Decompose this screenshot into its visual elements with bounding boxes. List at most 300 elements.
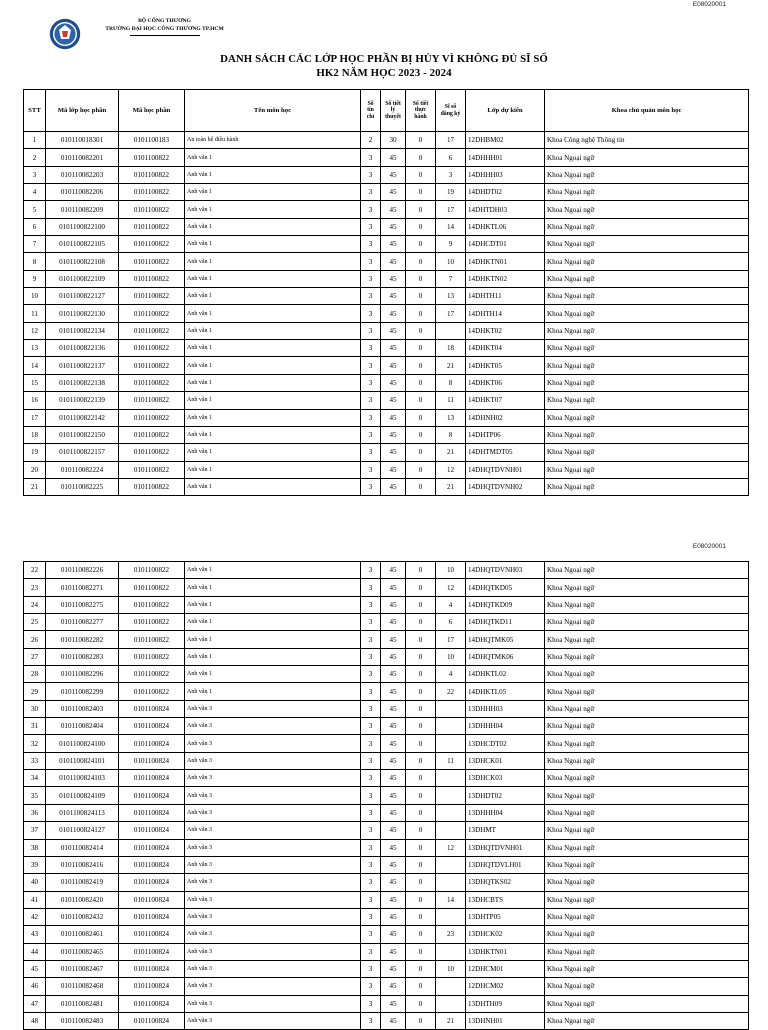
cell-theory-periods: 45 <box>381 735 406 752</box>
cell-course-code: 0101100824 <box>119 752 185 769</box>
cell-faculty: Khoa Ngoại ngữ <box>545 357 749 374</box>
cell-course-code: 0101100822 <box>119 340 185 357</box>
cell-stt: 24 <box>24 596 46 613</box>
cell-practice-periods: 0 <box>406 270 436 287</box>
cell-credits: 3 <box>361 804 381 821</box>
cell-stt: 12 <box>24 322 46 339</box>
cell-stt: 10 <box>24 288 46 305</box>
cell-planned-class: 13DHTH09 <box>466 995 545 1012</box>
cell-class-code: 010110082420 <box>46 891 119 908</box>
cell-course-code: 0101100822 <box>119 392 185 409</box>
cell-course-name: Anh văn 3 <box>185 752 361 769</box>
cell-theory-periods: 45 <box>381 322 406 339</box>
cell-course-code: 0101100824 <box>119 995 185 1012</box>
cell-stt: 44 <box>24 943 46 960</box>
cell-credits: 3 <box>361 253 381 270</box>
cell-course-code: 0101100824 <box>119 908 185 925</box>
cell-practice-periods: 0 <box>406 718 436 735</box>
table-row <box>24 822 749 839</box>
cell-stt: 15 <box>24 374 46 391</box>
cell-planned-class: 14DHKT05 <box>466 357 545 374</box>
document-code: E08020001 <box>692 1 726 8</box>
cell-stt: 36 <box>24 804 46 821</box>
cell-enrollment: 11 <box>436 392 466 409</box>
cell-class-code: 010110082224 <box>46 461 119 478</box>
table-row <box>24 631 749 648</box>
table-row <box>24 995 749 1012</box>
cell-theory-periods: 45 <box>381 891 406 908</box>
cell-theory-periods: 30 <box>381 132 406 149</box>
cell-faculty: Khoa Ngoại ngữ <box>545 683 749 700</box>
table-row <box>24 218 749 235</box>
cell-course-name: Anh văn 3 <box>185 1012 361 1029</box>
col-course-code: Mã học phần <box>119 90 185 132</box>
cell-practice-periods: 0 <box>406 166 436 183</box>
table-row <box>24 926 749 943</box>
table-row <box>24 978 749 995</box>
table-row <box>24 752 749 769</box>
cell-practice-periods: 0 <box>406 579 436 596</box>
cell-practice-periods: 0 <box>406 1012 436 1029</box>
table-body-page-2 <box>24 562 749 1030</box>
cell-planned-class: 14DHKT06 <box>466 374 545 391</box>
cell-credits: 3 <box>361 874 381 891</box>
cell-faculty: Khoa Ngoại ngữ <box>545 804 749 821</box>
university-logo-icon <box>49 18 81 50</box>
cell-practice-periods: 0 <box>406 683 436 700</box>
cell-stt: 21 <box>24 478 46 495</box>
cell-course-code: 0101100822 <box>119 579 185 596</box>
cell-stt: 22 <box>24 562 46 579</box>
cell-planned-class: 14DHKTN01 <box>466 253 545 270</box>
cell-course-code: 0101100822 <box>119 461 185 478</box>
col-theory-periods: Số tiết lý thuyết <box>381 90 406 132</box>
cell-planned-class: 14DHQTKD09 <box>466 596 545 613</box>
cell-planned-class: 14DHKTL05 <box>466 683 545 700</box>
cell-faculty: Khoa Ngoại ngữ <box>545 908 749 925</box>
cell-enrollment <box>436 908 466 925</box>
cell-faculty: Khoa Ngoại ngữ <box>545 253 749 270</box>
cell-planned-class: 13DHHH04 <box>466 718 545 735</box>
cell-course-name: Anh văn 3 <box>185 770 361 787</box>
cell-course-code: 0101100824 <box>119 856 185 873</box>
cell-stt: 43 <box>24 926 46 943</box>
table-row <box>24 874 749 891</box>
cell-practice-periods: 0 <box>406 891 436 908</box>
cell-credits: 3 <box>361 700 381 717</box>
col-faculty: Khoa chủ quản môn học <box>545 90 749 132</box>
cell-course-code: 0101100824 <box>119 804 185 821</box>
cell-course-code: 0101100822 <box>119 149 185 166</box>
cell-planned-class: 14DHQTKD05 <box>466 579 545 596</box>
cell-practice-periods: 0 <box>406 908 436 925</box>
cell-theory-periods: 45 <box>381 478 406 495</box>
cell-faculty: Khoa Ngoại ngữ <box>545 322 749 339</box>
cell-practice-periods: 0 <box>406 666 436 683</box>
cell-course-code: 0101100824 <box>119 926 185 943</box>
cell-planned-class: 14DHHH03 <box>466 166 545 183</box>
cell-course-name: Anh văn 1 <box>185 392 361 409</box>
cell-course-code: 0101100824 <box>119 960 185 977</box>
cell-enrollment: 9 <box>436 236 466 253</box>
cell-class-code: 010110082416 <box>46 856 119 873</box>
table-row <box>24 201 749 218</box>
cell-course-name: Anh văn 1 <box>185 478 361 495</box>
cell-class-code: 0101100822137 <box>46 357 119 374</box>
table-row <box>24 392 749 409</box>
table-row <box>24 357 749 374</box>
cell-theory-periods: 45 <box>381 218 406 235</box>
table-row <box>24 683 749 700</box>
cell-planned-class: 13DHHH04 <box>466 804 545 821</box>
cell-enrollment: 6 <box>436 149 466 166</box>
cell-credits: 3 <box>361 1012 381 1029</box>
cell-theory-periods: 45 <box>381 461 406 478</box>
cell-stt: 42 <box>24 908 46 925</box>
cell-practice-periods: 0 <box>406 340 436 357</box>
header-underline <box>130 35 200 36</box>
cell-class-code: 010110082467 <box>46 960 119 977</box>
cell-enrollment: 6 <box>436 614 466 631</box>
cell-course-name: Anh văn 1 <box>185 166 361 183</box>
cell-course-name: Anh văn 1 <box>185 631 361 648</box>
cell-theory-periods: 45 <box>381 718 406 735</box>
cell-enrollment: 14 <box>436 218 466 235</box>
cell-faculty: Khoa Ngoại ngữ <box>545 201 749 218</box>
cell-class-code: 0101100822108 <box>46 253 119 270</box>
cell-theory-periods: 45 <box>381 856 406 873</box>
cell-course-name: Anh văn 3 <box>185 804 361 821</box>
cell-course-name: Anh văn 3 <box>185 856 361 873</box>
cell-class-code: 010110082206 <box>46 184 119 201</box>
cell-course-name: Anh văn 1 <box>185 444 361 461</box>
cell-stt: 27 <box>24 648 46 665</box>
cell-enrollment: 17 <box>436 631 466 648</box>
cell-credits: 3 <box>361 444 381 461</box>
cell-faculty: Khoa Ngoại ngữ <box>545 787 749 804</box>
cell-planned-class: 14DHQTDVNH01 <box>466 461 545 478</box>
table-row <box>24 891 749 908</box>
cell-credits: 3 <box>361 579 381 596</box>
cell-course-name: Anh văn 1 <box>185 270 361 287</box>
cell-practice-periods: 0 <box>406 839 436 856</box>
cell-theory-periods: 45 <box>381 683 406 700</box>
cell-planned-class: 13DHQTDVLH01 <box>466 856 545 873</box>
cell-faculty: Khoa Ngoại ngữ <box>545 666 749 683</box>
cell-faculty: Khoa Ngoại ngữ <box>545 305 749 322</box>
cell-faculty: Khoa Ngoại ngữ <box>545 839 749 856</box>
cell-course-name: Anh văn 1 <box>185 357 361 374</box>
cell-practice-periods: 0 <box>406 856 436 873</box>
cell-planned-class: 14DHTH11 <box>466 288 545 305</box>
cell-theory-periods: 45 <box>381 804 406 821</box>
cell-class-code: 0101100824113 <box>46 804 119 821</box>
cell-theory-periods: 45 <box>381 288 406 305</box>
cell-credits: 3 <box>361 839 381 856</box>
table-row <box>24 461 749 478</box>
cell-course-name: Anh văn 1 <box>185 305 361 322</box>
cell-planned-class: 13DHCK02 <box>466 926 545 943</box>
cell-course-code: 0101100822 <box>119 648 185 665</box>
cell-class-code: 010110082465 <box>46 943 119 960</box>
cell-planned-class: 13DHCBTS <box>466 891 545 908</box>
cell-stt: 25 <box>24 614 46 631</box>
cell-theory-periods: 45 <box>381 236 406 253</box>
cell-practice-periods: 0 <box>406 409 436 426</box>
cell-practice-periods: 0 <box>406 978 436 995</box>
cell-stt: 3 <box>24 166 46 183</box>
cell-faculty: Khoa Ngoại ngữ <box>545 340 749 357</box>
col-class-code: Mã lớp học phần <box>46 90 119 132</box>
col-enrollment: Sĩ số đăng ký <box>436 90 466 132</box>
cell-stt: 19 <box>24 444 46 461</box>
table-row <box>24 1012 749 1029</box>
cell-stt: 46 <box>24 978 46 995</box>
cell-enrollment: 10 <box>436 648 466 665</box>
cell-class-code: 0101100822150 <box>46 426 119 443</box>
cell-stt: 4 <box>24 184 46 201</box>
cell-theory-periods: 45 <box>381 960 406 977</box>
cell-theory-periods: 45 <box>381 305 406 322</box>
cell-stt: 30 <box>24 700 46 717</box>
cell-planned-class: 13DHQTDVNH01 <box>466 839 545 856</box>
table-row <box>24 787 749 804</box>
cell-planned-class: 13DHHH03 <box>466 700 545 717</box>
cell-practice-periods: 0 <box>406 236 436 253</box>
cell-faculty: Khoa Ngoại ngữ <box>545 995 749 1012</box>
cell-class-code: 010110082481 <box>46 995 119 1012</box>
cell-class-code: 010110082403 <box>46 700 119 717</box>
cell-theory-periods: 45 <box>381 270 406 287</box>
cell-stt: 32 <box>24 735 46 752</box>
cell-enrollment: 17 <box>436 201 466 218</box>
cell-theory-periods: 45 <box>381 700 406 717</box>
cell-planned-class: 12DHCM01 <box>466 960 545 977</box>
cell-credits: 3 <box>361 822 381 839</box>
cell-theory-periods: 45 <box>381 926 406 943</box>
cell-enrollment: 10 <box>436 960 466 977</box>
cell-course-code: 0101100822 <box>119 357 185 374</box>
cell-course-code: 0101100824 <box>119 700 185 717</box>
cell-faculty: Khoa Ngoại ngữ <box>545 752 749 769</box>
cell-practice-periods: 0 <box>406 648 436 665</box>
cell-theory-periods: 45 <box>381 166 406 183</box>
cell-class-code: 0101100822139 <box>46 392 119 409</box>
cell-class-code: 010110082283 <box>46 648 119 665</box>
cell-enrollment: 4 <box>436 666 466 683</box>
cell-course-code: 0101100822 <box>119 683 185 700</box>
cell-stt: 41 <box>24 891 46 908</box>
cell-practice-periods: 0 <box>406 926 436 943</box>
table-row <box>24 943 749 960</box>
cell-course-name: Anh văn 3 <box>185 718 361 735</box>
cell-theory-periods: 45 <box>381 357 406 374</box>
cell-planned-class: 14DHKT07 <box>466 392 545 409</box>
cell-class-code: 0101100822134 <box>46 322 119 339</box>
cell-practice-periods: 0 <box>406 960 436 977</box>
cell-planned-class: 13DHCK01 <box>466 752 545 769</box>
cell-enrollment: 14 <box>436 891 466 908</box>
cell-faculty: Khoa Ngoại ngữ <box>545 1012 749 1029</box>
cell-credits: 3 <box>361 631 381 648</box>
cell-course-code: 0101100822 <box>119 305 185 322</box>
cell-planned-class: 13DHCDT02 <box>466 735 545 752</box>
cell-credits: 3 <box>361 614 381 631</box>
cell-faculty: Khoa Ngoại ngữ <box>545 461 749 478</box>
cell-credits: 3 <box>361 392 381 409</box>
cell-course-name: Anh văn 1 <box>185 614 361 631</box>
cell-practice-periods: 0 <box>406 735 436 752</box>
cell-planned-class: 14DHNH02 <box>466 409 545 426</box>
cell-planned-class: 13DHKTN01 <box>466 943 545 960</box>
issuing-organization <box>92 18 237 36</box>
cell-credits: 3 <box>361 236 381 253</box>
cell-class-code: 010110082277 <box>46 614 119 631</box>
cell-faculty: Khoa Ngoại ngữ <box>545 392 749 409</box>
cell-credits: 3 <box>361 166 381 183</box>
cell-enrollment: 19 <box>436 184 466 201</box>
cell-faculty: Khoa Ngoại ngữ <box>545 596 749 613</box>
cell-class-code: 010110082432 <box>46 908 119 925</box>
cell-course-name: Anh văn 1 <box>185 666 361 683</box>
cell-course-code: 0101100824 <box>119 735 185 752</box>
cell-class-code: 010110082275 <box>46 596 119 613</box>
cell-enrollment: 22 <box>436 683 466 700</box>
cell-theory-periods: 45 <box>381 444 406 461</box>
cell-theory-periods: 45 <box>381 392 406 409</box>
table-row <box>24 579 749 596</box>
cell-practice-periods: 0 <box>406 787 436 804</box>
cell-practice-periods: 0 <box>406 822 436 839</box>
cell-course-code: 0101100822 <box>119 614 185 631</box>
cell-class-code: 0101100822157 <box>46 444 119 461</box>
cell-course-code: 0101100822 <box>119 562 185 579</box>
cell-course-name: Anh văn 1 <box>185 149 361 166</box>
cell-faculty: Khoa Ngoại ngữ <box>545 770 749 787</box>
cell-faculty: Khoa Ngoại ngữ <box>545 562 749 579</box>
cell-class-code: 0101100822100 <box>46 218 119 235</box>
cell-class-code: 010110082483 <box>46 1012 119 1029</box>
cell-faculty: Khoa Ngoại ngữ <box>545 856 749 873</box>
cell-class-code: 0101100822109 <box>46 270 119 287</box>
cell-practice-periods: 0 <box>406 288 436 305</box>
cell-stt: 23 <box>24 579 46 596</box>
cell-faculty: Khoa Ngoại ngữ <box>545 409 749 426</box>
cell-course-name: Anh văn 1 <box>185 322 361 339</box>
cell-faculty: Khoa Ngoại ngữ <box>545 891 749 908</box>
cell-class-code: 010110082226 <box>46 562 119 579</box>
cell-class-code: 0101100824103 <box>46 770 119 787</box>
cell-theory-periods: 45 <box>381 579 406 596</box>
cell-class-code: 010110082404 <box>46 718 119 735</box>
cell-practice-periods: 0 <box>406 184 436 201</box>
cell-course-code: 0101100824 <box>119 1012 185 1029</box>
cell-course-name: Anh văn 3 <box>185 960 361 977</box>
cell-enrollment <box>436 995 466 1012</box>
cell-theory-periods: 45 <box>381 839 406 856</box>
cell-practice-periods: 0 <box>406 596 436 613</box>
cell-credits: 3 <box>361 943 381 960</box>
cell-class-code: 010110082271 <box>46 579 119 596</box>
cell-course-code: 0101100822 <box>119 478 185 495</box>
cell-theory-periods: 45 <box>381 631 406 648</box>
table-row <box>24 614 749 631</box>
cell-course-name: Anh văn 3 <box>185 926 361 943</box>
cell-enrollment: 11 <box>436 752 466 769</box>
cell-enrollment: 10 <box>436 253 466 270</box>
cell-class-code: 010110082419 <box>46 874 119 891</box>
cell-practice-periods: 0 <box>406 392 436 409</box>
cell-stt: 11 <box>24 305 46 322</box>
table-row <box>24 149 749 166</box>
cell-course-name: Anh văn 3 <box>185 839 361 856</box>
cell-theory-periods: 45 <box>381 822 406 839</box>
cell-course-code: 0101100822 <box>119 236 185 253</box>
table-row <box>24 184 749 201</box>
cell-theory-periods: 45 <box>381 995 406 1012</box>
cell-class-code: 010110082299 <box>46 683 119 700</box>
cell-practice-periods: 0 <box>406 700 436 717</box>
cell-enrollment: 10 <box>436 562 466 579</box>
cell-enrollment: 21 <box>436 1012 466 1029</box>
cell-faculty: Khoa Ngoại ngữ <box>545 426 749 443</box>
cell-theory-periods: 45 <box>381 978 406 995</box>
cell-course-code: 0101100822 <box>119 596 185 613</box>
cell-class-code: 010110018301 <box>46 132 119 149</box>
cell-stt: 18 <box>24 426 46 443</box>
table-row <box>24 770 749 787</box>
cell-credits: 3 <box>361 960 381 977</box>
table-row <box>24 270 749 287</box>
col-course-name: Tên môn học <box>185 90 361 132</box>
cell-credits: 3 <box>361 856 381 873</box>
cell-class-code: 010110082414 <box>46 839 119 856</box>
table-row <box>24 562 749 579</box>
cell-practice-periods: 0 <box>406 305 436 322</box>
cell-planned-class: 14DHTDH03 <box>466 201 545 218</box>
cell-theory-periods: 45 <box>381 908 406 925</box>
cell-course-name: Anh văn 3 <box>185 943 361 960</box>
cell-practice-periods: 0 <box>406 562 436 579</box>
cell-faculty: Khoa Ngoại ngữ <box>545 288 749 305</box>
cell-faculty: Khoa Ngoại ngữ <box>545 978 749 995</box>
cell-credits: 3 <box>361 683 381 700</box>
cell-credits: 3 <box>361 926 381 943</box>
cell-stt: 48 <box>24 1012 46 1029</box>
col-practice-periods: Số tiết thực hành <box>406 90 436 132</box>
cell-practice-periods: 0 <box>406 374 436 391</box>
cell-faculty: Khoa Ngoại ngữ <box>545 960 749 977</box>
cell-theory-periods: 45 <box>381 253 406 270</box>
cell-enrollment <box>436 978 466 995</box>
cell-stt: 33 <box>24 752 46 769</box>
cell-course-code: 0101100822 <box>119 631 185 648</box>
cell-enrollment <box>436 804 466 821</box>
cell-practice-periods: 0 <box>406 218 436 235</box>
cell-stt: 9 <box>24 270 46 287</box>
table-row <box>24 322 749 339</box>
cell-class-code: 0101100822138 <box>46 374 119 391</box>
table-row <box>24 305 749 322</box>
table-row <box>24 666 749 683</box>
cell-course-name: Anh văn 3 <box>185 995 361 1012</box>
cell-course-code: 0101100822 <box>119 253 185 270</box>
cell-enrollment <box>436 943 466 960</box>
ministry-name: BỘ CÔNG THƯƠNG <box>138 18 191 24</box>
cell-credits: 3 <box>361 288 381 305</box>
cell-credits: 2 <box>361 132 381 149</box>
cell-course-name: Anh văn 1 <box>185 461 361 478</box>
